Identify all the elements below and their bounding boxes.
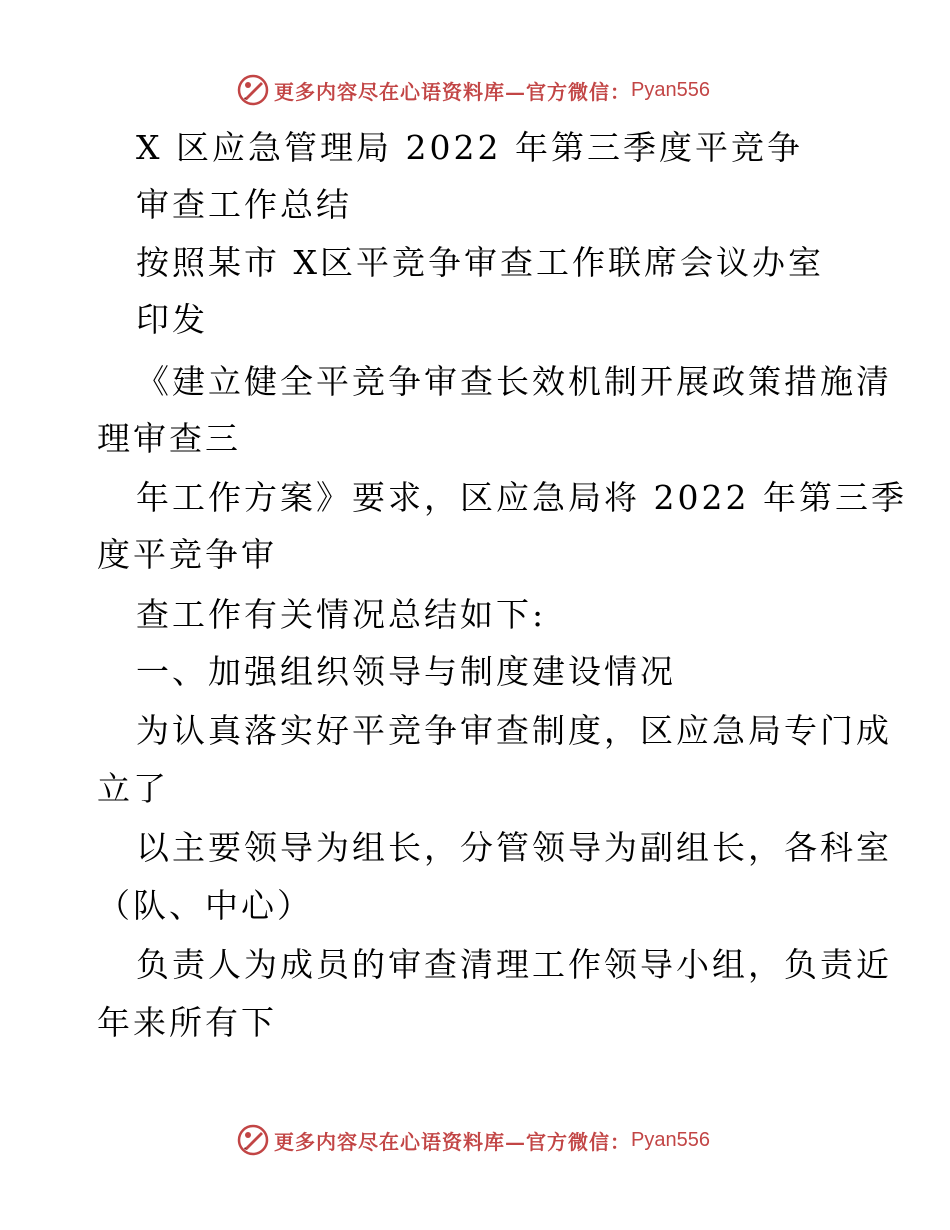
text-line: 年来所有下 xyxy=(97,1003,277,1042)
watermark-text: 更多内容尽在心语资料库—官方微信： xyxy=(274,1129,631,1154)
text-line: 立了 xyxy=(97,769,169,808)
text-line: 《建立健全平竞争审查长效机制开展政策措施清 xyxy=(136,362,892,401)
text-line: 一、加强组织领导与制度建设情况 xyxy=(136,652,676,691)
watermark-wechat-id: Pyan556 xyxy=(631,1128,710,1151)
text-line: 年工作方案》要求，区应急局将 2022 年第三季 xyxy=(136,478,907,517)
text-line: 负责人为成员的审查清理工作领导小组，负责近 xyxy=(136,945,892,984)
text-line: X 区应急管理局 2022 年第三季度平竞争 xyxy=(136,128,803,167)
text-line: 度平竞争审 xyxy=(97,535,277,574)
text-line: 查工作有关情况总结如下: xyxy=(136,595,547,634)
text-line: （队、中心） xyxy=(97,886,313,925)
text-line: 印发 xyxy=(136,300,208,339)
text-line: 以主要领导为组长，分管领导为副组长，各科室 xyxy=(136,828,892,867)
text-line: 审查工作总结 xyxy=(136,185,352,224)
footer-watermark xyxy=(236,1123,736,1157)
watermark-wechat-id: Pyan556 xyxy=(631,78,710,101)
text-line: 为认真落实好平竞争审查制度，区应急局专门成 xyxy=(136,711,892,750)
watermark-text: 更多内容尽在心语资料库—官方微信： xyxy=(274,79,631,104)
quill-pen-logo-icon xyxy=(236,1123,270,1157)
text-line: 理审查三 xyxy=(97,419,241,458)
text-line: 按照某市 X区平竞争审查工作联席会议办室 xyxy=(136,243,824,282)
